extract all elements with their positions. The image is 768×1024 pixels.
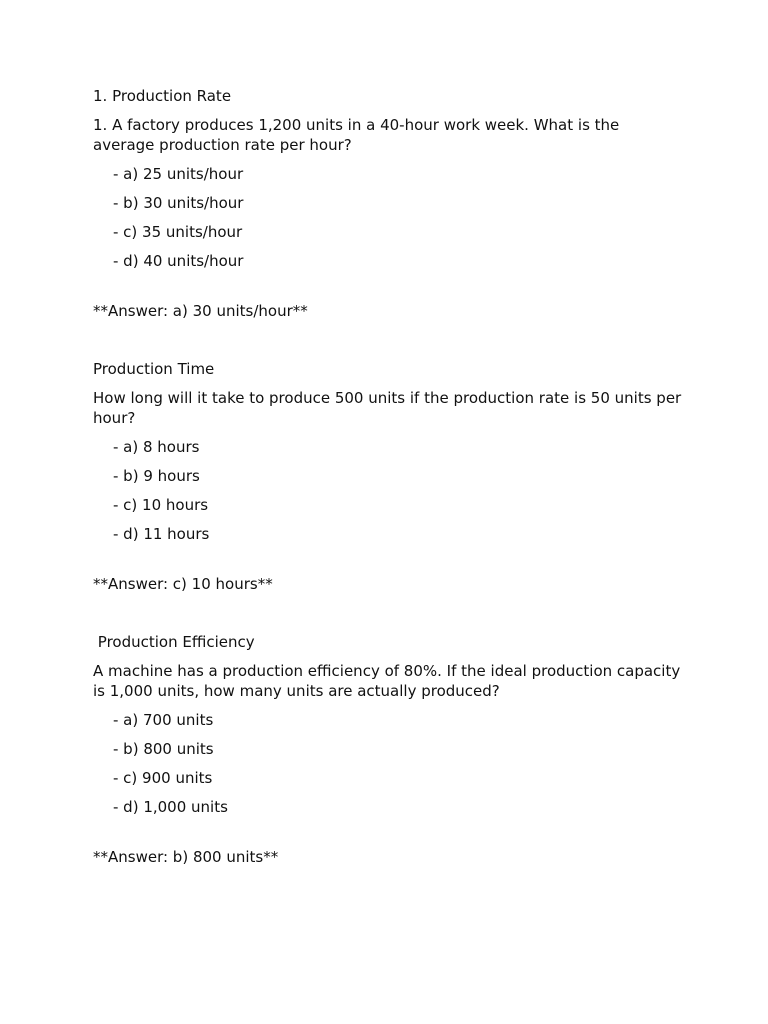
answer-text: **Answer: c) 10 hours** <box>93 575 273 593</box>
question-text: 1. A factory produces 1,200 units in a 40-hour work week. What is the average production rate per hour? <box>93 116 625 154</box>
section-heading: Production Efficiency <box>93 633 255 651</box>
answer-text: **Answer: a) 30 units/hour** <box>93 302 308 320</box>
option-c: - c) 10 hours <box>113 496 209 514</box>
section-heading: 1. Production Rate <box>93 87 232 105</box>
document-page <box>93 86 686 905</box>
option-c: - c) 35 units/hour <box>113 223 243 241</box>
option-b: - b) 30 units/hour <box>113 194 244 212</box>
answer-text: **Answer: b) 800 units** <box>93 848 279 866</box>
option-a: - a) 25 units/hour <box>113 165 244 183</box>
option-d: - d) 11 hours <box>113 525 210 543</box>
section-production-efficiency <box>93 632 686 867</box>
question-text: How long will it take to produce 500 units if the production rate is 50 units per hour? <box>93 389 686 427</box>
section-heading: Production Time <box>93 360 215 378</box>
section-production-rate <box>93 86 683 321</box>
question-text: A machine has a production efficiency of 80%. If the ideal production capacity is 1,000 units, how many units are actually produced? <box>93 662 686 700</box>
option-b: - b) 9 hours <box>113 467 200 485</box>
option-c: - c) 900 units <box>113 769 213 787</box>
option-d: - d) 1,000 units <box>113 798 228 816</box>
option-d: - d) 40 units/hour <box>113 252 244 270</box>
option-a: - a) 8 hours <box>113 438 200 456</box>
section-production-time <box>93 359 686 594</box>
option-a: - a) 700 units <box>113 711 214 729</box>
option-b: - b) 800 units <box>113 740 214 758</box>
